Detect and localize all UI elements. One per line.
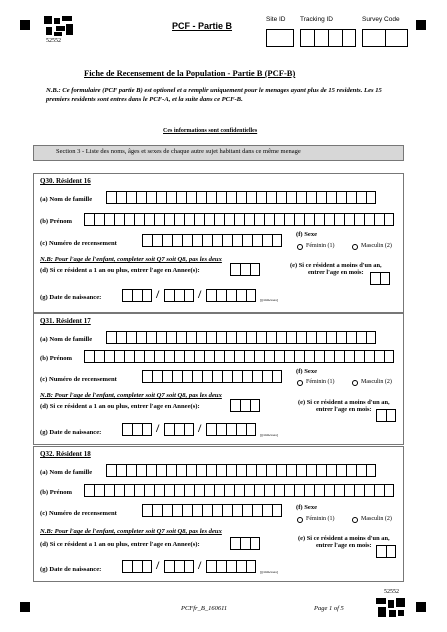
form-barcode-top (44, 16, 74, 36)
file-code: PCFfr_B_160611 (181, 605, 228, 612)
registration-mark-top-right (416, 20, 426, 30)
nom-label: (a) Nom de famille (40, 196, 93, 203)
date-separator: / (198, 558, 202, 572)
feminin-radio[interactable] (297, 244, 303, 250)
feminin-label: Féminin (1) (306, 379, 335, 385)
birth-day-field[interactable] (122, 560, 152, 573)
age-months-label: (e) Si ce résident a moins d'un an, entrer l'age en mois: (290, 262, 382, 276)
numero-field[interactable] (142, 370, 282, 383)
numero-label: (c) Numéro de recensement (40, 510, 117, 517)
sexe-label: (f) Sexe (296, 231, 318, 238)
section-title: Section 3 - Liste des noms, âges et sexes de chaque autre sujet habitant dans ce même menage (56, 148, 301, 155)
age-years-field[interactable] (230, 399, 260, 412)
naissance-label: (g) Date de naissance: (40, 294, 102, 301)
tracking-id-label: Tracking ID (300, 16, 333, 23)
numero-field[interactable] (142, 234, 282, 247)
date-format-hint: [jj/mm/aaaa] (260, 570, 278, 574)
tracking-id-field[interactable] (300, 29, 356, 47)
birth-day-field[interactable] (122, 289, 152, 302)
resident-title: Q31. Résident 17 (40, 317, 91, 325)
feminin-label: Féminin (1) (306, 516, 335, 522)
age-years-field[interactable] (230, 537, 260, 550)
masculin-radio[interactable] (352, 517, 358, 523)
masculin-radio[interactable] (352, 380, 358, 386)
note-enfant: N.B: Pour l'age de l'enfant, completer soit Q7 soit Q8, pas les deux (40, 256, 222, 263)
birth-year-field[interactable] (206, 423, 256, 436)
registration-mark-bottom-right (416, 602, 426, 612)
birth-month-field[interactable] (164, 289, 194, 302)
survey-code-label: Survey Code (362, 16, 400, 23)
date-separator: / (156, 421, 160, 435)
form-code-bottom: 52552 (384, 589, 399, 595)
page-number: Page 1 of 5 (314, 605, 344, 612)
resident-title: Q32. Résident 18 (40, 450, 91, 458)
form-title: PCF - Partie B (172, 21, 233, 31)
prenom-label: (b) Prénom (40, 489, 73, 496)
age-label: (d) Si ce résident a 1 an ou plus, entrer l'age en Annee(s): (40, 267, 200, 274)
registration-mark-top-left (20, 20, 30, 30)
note-enfant: N.B: Pour l'age de l'enfant, completer soit Q7 soit Q8, pas les deux (40, 392, 222, 399)
age-months-label: (e) Si ce résident a moins d'un an, entrer l'age en mois: (298, 535, 390, 549)
age-months-field[interactable] (376, 409, 396, 422)
feminin-label: Féminin (1) (306, 243, 335, 249)
sexe-label: (f) Sexe (296, 504, 318, 511)
naissance-label: (g) Date de naissance: (40, 429, 102, 436)
nom-field[interactable] (106, 191, 376, 204)
birth-year-field[interactable] (206, 289, 256, 302)
confidential-note: Ces informations sont confidentielles (163, 128, 258, 134)
resident-17-section (33, 313, 404, 445)
age-months-field[interactable] (370, 272, 390, 285)
site-id-field[interactable] (266, 29, 294, 47)
masculin-radio[interactable] (352, 244, 358, 250)
nom-label: (a) Nom de famille (40, 336, 93, 343)
prenom-label: (b) Prénom (40, 218, 73, 225)
birth-day-field[interactable] (122, 423, 152, 436)
age-months-label: (e) Si ce résident a moins d'un an, entrer l'age en mois: (298, 399, 390, 413)
naissance-label: (g) Date de naissance: (40, 566, 102, 573)
birth-month-field[interactable] (164, 560, 194, 573)
age-label: (d) Si ce résident a 1 an ou plus, entrer l'age en Annee(s): (40, 403, 200, 410)
resident-title: Q30. Résident 16 (40, 177, 91, 185)
feminin-radio[interactable] (297, 380, 303, 386)
prenom-label: (b) Prénom (40, 355, 73, 362)
age-years-field[interactable] (230, 263, 260, 276)
date-format-hint: [jj/mm/aaaa] (260, 433, 278, 437)
date-format-hint: [jj/mm/aaaa] (260, 298, 278, 302)
prenom-field[interactable] (84, 350, 394, 363)
age-label: (d) Si ce résident a 1 an ou plus, entrer l'age en Annee(s): (40, 541, 200, 548)
note-enfant: N.B: Pour l'age de l'enfant, completer soit Q7 soit Q8, pas les deux (40, 528, 222, 535)
date-separator: / (156, 287, 160, 301)
birth-year-field[interactable] (206, 560, 256, 573)
nom-field[interactable] (106, 331, 376, 344)
masculin-label: Masculin (2) (361, 516, 392, 522)
nom-field[interactable] (106, 464, 376, 477)
age-months-field[interactable] (376, 545, 396, 558)
date-separator: / (156, 558, 160, 572)
resident-16-section (33, 173, 404, 313)
numero-label: (c) Numéro de recensement (40, 376, 117, 383)
feminin-radio[interactable] (297, 517, 303, 523)
form-code-top: 52552 (46, 38, 61, 44)
nom-label: (a) Nom de famille (40, 469, 93, 476)
numero-field[interactable] (142, 504, 282, 517)
sexe-label: (f) Sexe (296, 368, 318, 375)
nb-note: N.B.: Ce formulaire (PCF partie B) est optionel et a remplir uniquement pour le menages ayant plus de 15 residents. Les 15 premiers residents sont entres dans le PCF-A, et la suite dans ce PCF-B. (46, 87, 382, 103)
main-title: Fiche de Recensement de la Population - Partie B (PCF-B) (84, 68, 296, 78)
form-barcode-bottom (376, 598, 406, 618)
survey-code-field[interactable] (362, 29, 408, 47)
date-separator: / (198, 421, 202, 435)
prenom-field[interactable] (84, 213, 394, 226)
site-id-label: Site ID (266, 16, 286, 23)
prenom-field[interactable] (84, 484, 394, 497)
masculin-label: Masculin (2) (361, 379, 392, 385)
numero-label: (c) Numéro de recensement (40, 240, 117, 247)
masculin-label: Masculin (2) (361, 243, 392, 249)
registration-mark-bottom-left (20, 602, 30, 612)
date-separator: / (198, 287, 202, 301)
birth-month-field[interactable] (164, 423, 194, 436)
resident-18-section (33, 446, 404, 582)
